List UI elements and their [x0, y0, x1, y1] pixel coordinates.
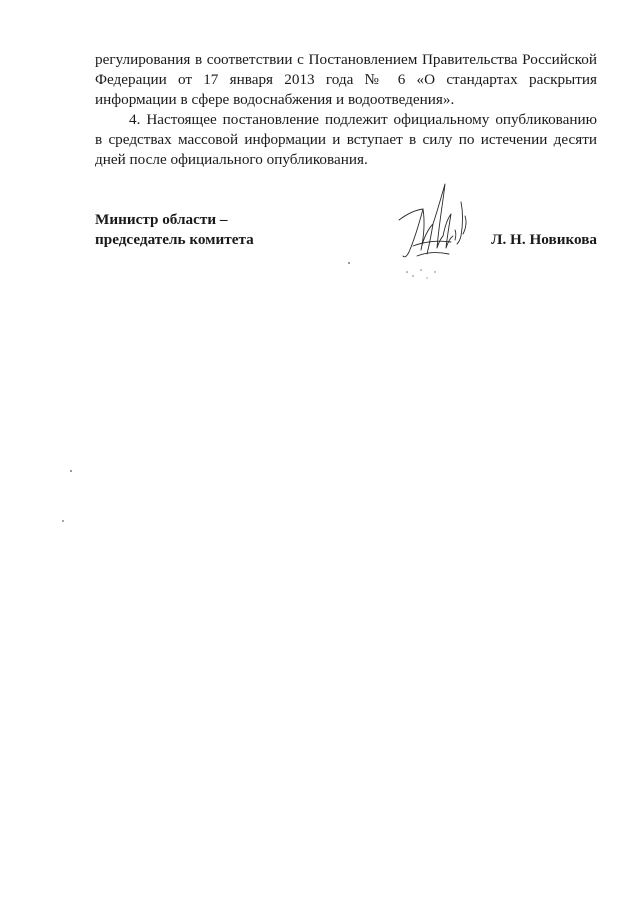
scan-speck: [70, 470, 72, 472]
text-line: в сфере водоснабжения и водоотведения».: [180, 91, 455, 108]
signature-block: [95, 210, 597, 280]
scan-speck: [62, 520, 64, 522]
text-line: средствах массовой информации и вступает в силу по истечении десяти дней: [95, 131, 597, 168]
paragraph-item-4: [95, 110, 597, 170]
text-line: 4. Настоящее постановление подлежит официальному опубликованию в: [95, 111, 597, 148]
signatory-title-line-1: Министр области –: [95, 211, 228, 228]
document-body: [95, 50, 597, 170]
text-line: после официального опубликования.: [129, 151, 368, 168]
handwritten-signature: [393, 176, 483, 282]
signatory-title-line-2: председатель комитета: [95, 231, 254, 248]
signatory-name: Л. Н. Новикова: [491, 231, 597, 248]
scan-speck: [348, 262, 350, 264]
signatory-title: [95, 210, 254, 250]
text-line: Федерации от 17 января 2013 года № 6 «О стандартах раскрытия информации: [95, 71, 597, 108]
paragraph-continuation: [95, 50, 597, 110]
text-line: регулирования в соответствии с Постановлением Правительства Российской: [95, 51, 597, 68]
